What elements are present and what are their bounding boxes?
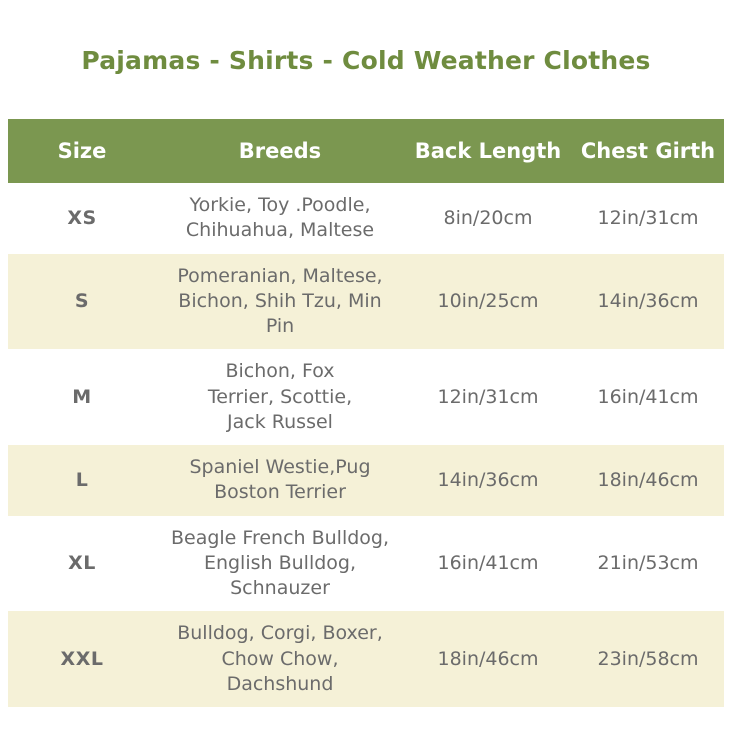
cell-chest-girth: 14in/36cm [572,254,724,350]
page-title: Pajamas - Shirts - Cold Weather Clothes [81,46,651,75]
column-header-back-length: Back Length [404,119,572,183]
cell-back-length: 8in/20cm [404,183,572,254]
cell-size: XS [8,183,156,254]
cell-chest-girth: 18in/46cm [572,445,724,516]
cell-back-length: 10in/25cm [404,254,572,350]
table-row [8,349,724,445]
table-row [8,611,724,707]
breeds-line: Pomeranian, Maltese, [177,264,383,287]
breeds-line: Terrier, Scottie, [207,385,353,408]
cell-back-length: 18in/46cm [404,611,572,707]
cell-breeds [156,254,404,350]
cell-breeds [156,445,404,516]
table-row [8,516,724,612]
size-table-container [8,119,724,707]
column-header-size: Size [8,119,156,183]
table-body [8,183,724,707]
cell-chest-girth: 12in/31cm [572,183,724,254]
table-header [8,119,724,183]
cell-size: M [8,349,156,445]
cell-back-length: 14in/36cm [404,445,572,516]
breeds-line: English Bulldog, [203,551,357,574]
cell-chest-girth: 21in/53cm [572,516,724,612]
cell-size: L [8,445,156,516]
breeds-line: Yorkie, Toy .Poodle, [189,194,371,216]
cell-breeds [156,611,404,707]
column-header-breeds: Breeds [156,119,404,183]
column-header-chest-girth: Chest Girth [572,119,724,183]
cell-breeds [156,183,404,254]
breeds-line: Bulldog, Corgi, Boxer, [177,622,383,645]
cell-size: S [8,254,156,350]
cell-breeds [156,516,404,612]
breeds-line: Bichon, Shih Tzu, Min Pin [178,289,382,338]
breeds-line: Beagle French Bulldog, [170,526,390,549]
breeds-line: Boston Terrier [214,481,346,504]
table-row [8,445,724,516]
table-row [8,254,724,350]
cell-size: XXL [8,611,156,707]
breeds-line: Chihuahua, Maltese [185,219,375,242]
breeds-line: Spaniel Westie,Pug [189,456,371,479]
table-row [8,183,724,254]
breeds-line: Bichon, Fox [225,360,335,383]
bottom-spacer [8,710,724,732]
breeds-line: Jack Russel [227,410,333,433]
cell-back-length: 12in/31cm [404,349,572,445]
breeds-line: Schnauzer [230,577,330,600]
breeds-line: Dachshund [226,672,334,695]
cell-size: XL [8,516,156,612]
cell-chest-girth: 23in/58cm [572,611,724,707]
breeds-line: Chow Chow, [221,647,339,670]
cell-chest-girth: 16in/41cm [572,349,724,445]
cell-breeds [156,349,404,445]
cell-back-length: 16in/41cm [404,516,572,612]
table-header-row [8,119,724,183]
size-table [8,119,724,707]
